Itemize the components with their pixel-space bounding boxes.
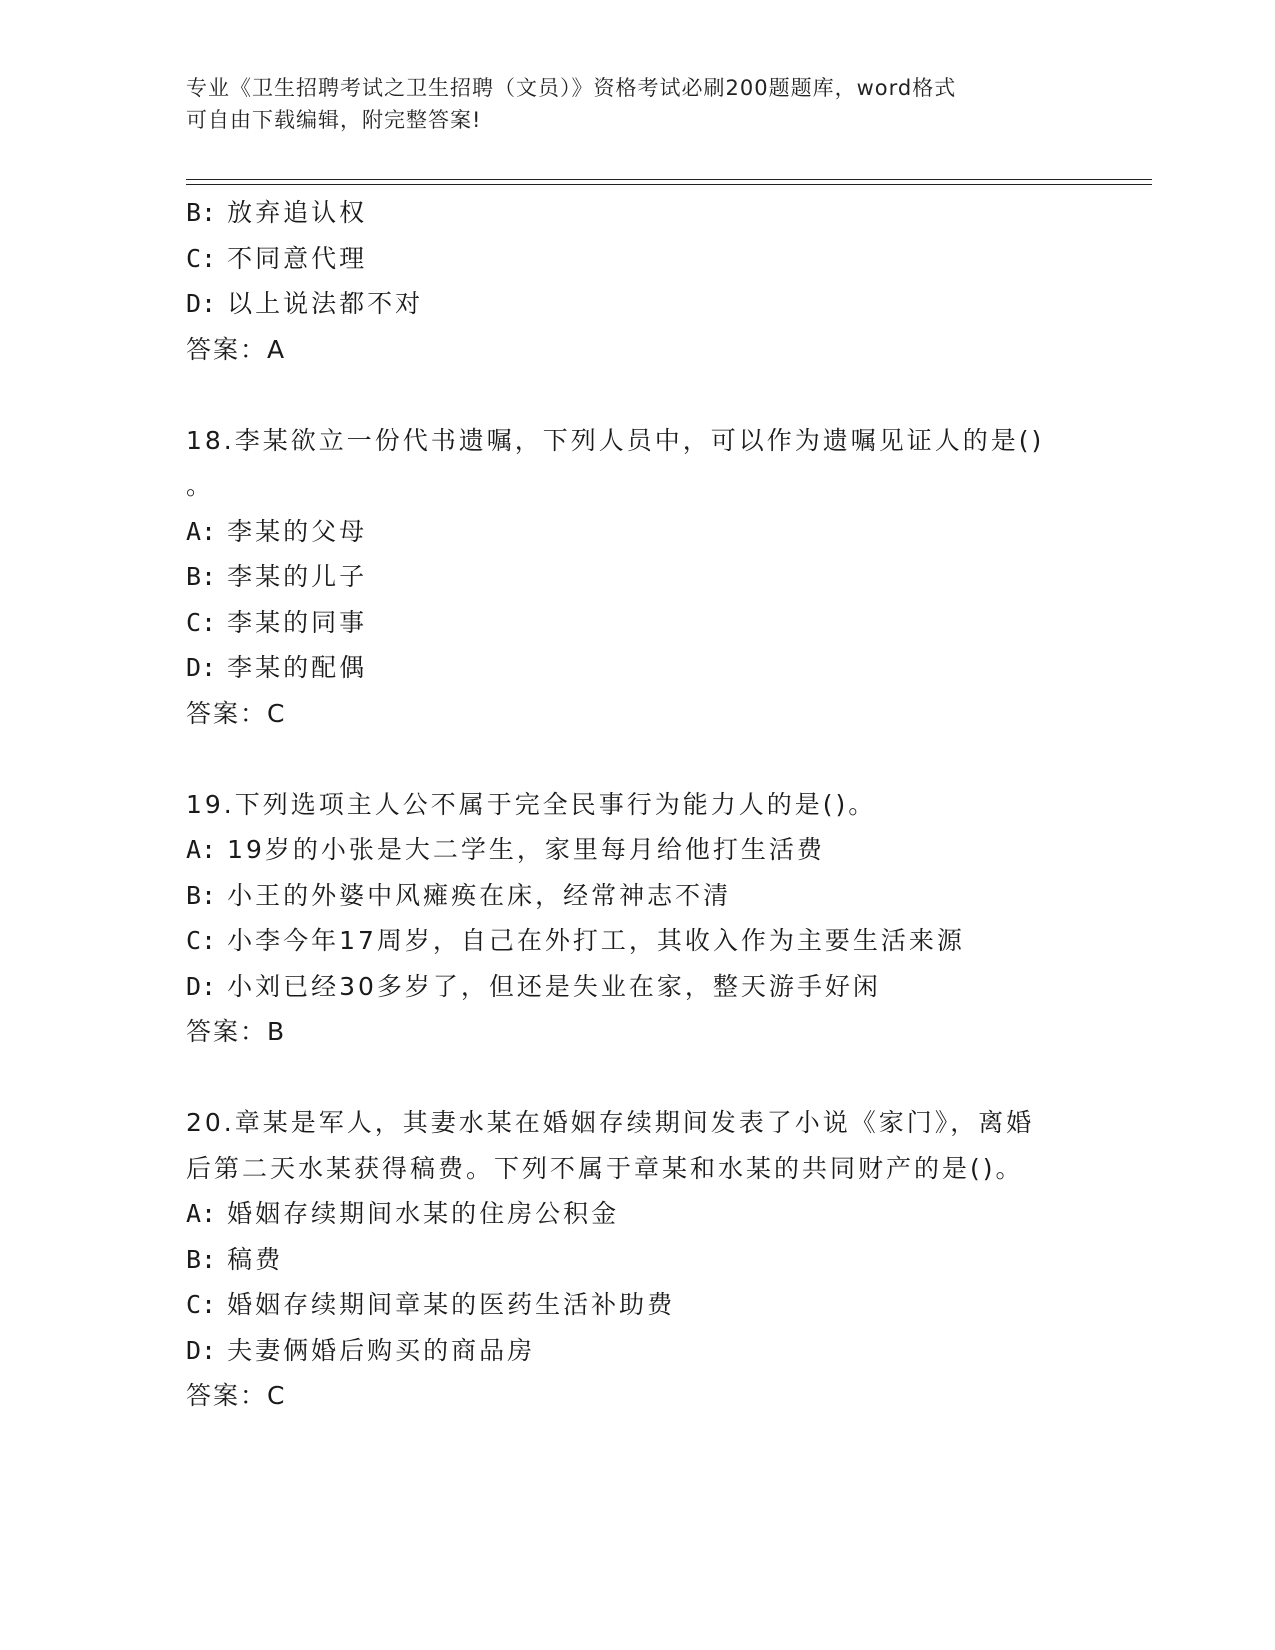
option-a (186, 509, 1086, 555)
question-17-continuation (186, 190, 1086, 372)
option-label: B: (186, 198, 217, 227)
option-label: D: (186, 1335, 217, 1365)
header-line-2: 可自由下载编辑，附完整答案! (186, 108, 482, 132)
option-b (186, 554, 1086, 600)
header-divider-thin (186, 184, 1152, 185)
option-text: 不同意代理 (227, 243, 368, 273)
document-header (186, 72, 1066, 136)
option-b (186, 873, 1086, 919)
question-19 (186, 782, 1086, 1055)
option-label: C: (186, 1290, 217, 1319)
option-label: D: (186, 289, 217, 318)
question-stem: 18.李某欲立一份代书遗嘱，下列人员中，可以作为遗嘱见证人的是() (186, 425, 1045, 455)
question-stem: 19.下列选项主人公不属于完全民事行为能力人的是()。 (186, 789, 877, 819)
option-c (186, 918, 1086, 964)
option-label: A: (186, 1199, 217, 1228)
option-text: 小王的外婆中风瘫痪在床，经常神志不清 (227, 880, 732, 910)
option-d (186, 281, 1086, 327)
option-label: B: (186, 562, 217, 591)
option-text: 以上说法都不对 (227, 289, 424, 318)
option-d (186, 645, 1086, 691)
option-text: 夫妻俩婚后购买的商品房 (227, 1335, 536, 1365)
option-a (186, 827, 1086, 873)
option-text: 李某的配偶 (227, 653, 368, 682)
question-18 (186, 418, 1086, 737)
option-text: 李某的儿子 (227, 562, 368, 591)
header-divider-thick (186, 179, 1152, 180)
option-c (186, 600, 1086, 646)
question-stem: 20.章某是军人，其妻水某在婚姻存续期间发表了小说《家门》，离婚 (186, 1108, 1035, 1137)
option-label: A: (186, 835, 217, 864)
question-list (186, 190, 1086, 1419)
option-label: D: (186, 971, 217, 1001)
option-c (186, 236, 1086, 282)
option-label: B: (186, 880, 217, 910)
answer-line: 答案：B (186, 1017, 287, 1046)
option-label: A: (186, 516, 217, 546)
option-d (186, 1328, 1086, 1374)
option-b (186, 1237, 1086, 1283)
spacer (186, 372, 1086, 418)
option-text: 婚姻存续期间水某的住房公积金 (227, 1199, 620, 1228)
option-text: 李某的同事 (227, 607, 368, 637)
option-label: C: (186, 607, 217, 637)
option-label: C: (186, 926, 217, 955)
option-label: C: (186, 243, 217, 273)
option-label: D: (186, 653, 217, 682)
spacer (186, 736, 1086, 782)
question-20 (186, 1100, 1086, 1419)
option-label: B: (186, 1244, 217, 1274)
option-text: 小刘已经30多岁了，但还是失业在家，整天游手好闲 (227, 971, 881, 1001)
question-stem-continued: 后第二天水某获得稿费。下列不属于章某和水某的共同财产的是()。 (186, 1153, 1024, 1183)
option-c (186, 1282, 1086, 1328)
option-text: 小李今年17周岁，自己在外打工，其收入作为主要生活来源 (227, 926, 965, 955)
option-text: 婚姻存续期间章某的医药生活补助费 (227, 1290, 676, 1319)
option-a (186, 1191, 1086, 1237)
option-text: 稿费 (227, 1244, 284, 1274)
option-b (186, 190, 1086, 236)
option-text: 李某的父母 (227, 516, 368, 546)
option-text: 19岁的小张是大二学生，家里每月给他打生活费 (227, 835, 825, 864)
answer-line: 答案：C (186, 698, 287, 728)
option-d (186, 964, 1086, 1010)
option-text: 放弃追认权 (227, 198, 368, 227)
question-stem-continued: 。 (186, 471, 215, 500)
header-line-1: 专业《卫生招聘考试之卫生招聘（文员）》资格考试必刷200题题库，word格式 (186, 76, 957, 100)
spacer (186, 1055, 1086, 1101)
answer-line: 答案：C (186, 1381, 287, 1410)
answer-line: 答案：A (186, 334, 287, 364)
